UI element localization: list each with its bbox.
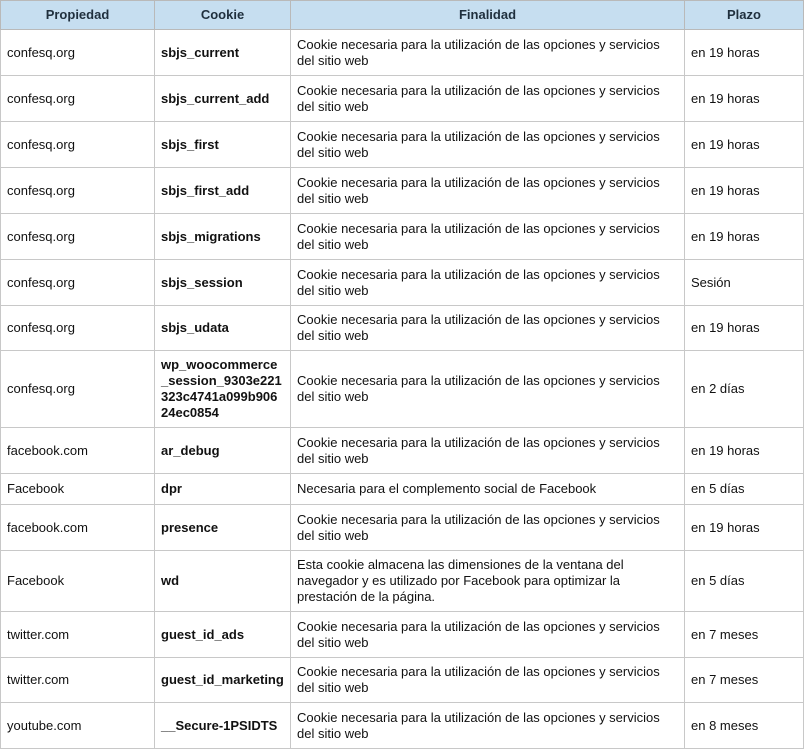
table-row [1, 122, 804, 168]
cell-plazo: en 19 horas [685, 30, 804, 76]
table-row [1, 612, 804, 658]
cell-cookie: sbjs_current [155, 30, 291, 76]
cell-cookie: wp_woocommerce_session_9303e221323c4741a099b90624ec0854 [155, 351, 291, 428]
header-finalidad: Finalidad [291, 1, 685, 30]
cell-plazo: en 5 días [685, 551, 804, 612]
cell-propiedad: confesq.org [1, 214, 155, 260]
table-row [1, 351, 804, 428]
cell-finalidad: Cookie necesaria para la utilización de las opciones y servicios del sitio web [291, 505, 685, 551]
table-header-row [1, 1, 804, 30]
cell-cookie: guest_id_ads [155, 612, 291, 658]
cell-propiedad: facebook.com [1, 505, 155, 551]
table-row [1, 428, 804, 474]
cell-plazo: en 8 meses [685, 703, 804, 749]
cell-finalidad: Cookie necesaria para la utilización de las opciones y servicios del sitio web [291, 428, 685, 474]
header-cookie: Cookie [155, 1, 291, 30]
cell-propiedad: confesq.org [1, 30, 155, 76]
cell-cookie: sbjs_first_add [155, 168, 291, 214]
cell-finalidad: Cookie necesaria para la utilización de las opciones y servicios del sitio web [291, 351, 685, 428]
cell-finalidad: Cookie necesaria para la utilización de las opciones y servicios del sitio web [291, 703, 685, 749]
cell-cookie: sbjs_first [155, 122, 291, 168]
cell-finalidad: Cookie necesaria para la utilización de las opciones y servicios del sitio web [291, 260, 685, 306]
cell-finalidad: Necesaria para el complemento social de Facebook [291, 474, 685, 505]
cell-propiedad: facebook.com [1, 428, 155, 474]
cell-finalidad: Cookie necesaria para la utilización de las opciones y servicios del sitio web [291, 306, 685, 351]
cell-propiedad: confesq.org [1, 260, 155, 306]
cell-propiedad: Facebook [1, 551, 155, 612]
cell-plazo: en 5 días [685, 474, 804, 505]
table-row [1, 505, 804, 551]
cell-cookie: ar_debug [155, 428, 291, 474]
cell-plazo: en 7 meses [685, 658, 804, 703]
table-row [1, 306, 804, 351]
cell-propiedad: youtube.com [1, 703, 155, 749]
table-row [1, 551, 804, 612]
cell-plazo: Sesión [685, 260, 804, 306]
cell-finalidad: Cookie necesaria para la utilización de las opciones y servicios del sitio web [291, 122, 685, 168]
table-row [1, 658, 804, 703]
cell-propiedad: confesq.org [1, 122, 155, 168]
cell-propiedad: confesq.org [1, 351, 155, 428]
cell-finalidad: Cookie necesaria para la utilización de las opciones y servicios del sitio web [291, 168, 685, 214]
cell-plazo: en 7 meses [685, 612, 804, 658]
cell-cookie: sbjs_session [155, 260, 291, 306]
cell-finalidad: Cookie necesaria para la utilización de las opciones y servicios del sitio web [291, 612, 685, 658]
cell-propiedad: confesq.org [1, 76, 155, 122]
table-row [1, 30, 804, 76]
table-row [1, 260, 804, 306]
cell-finalidad: Cookie necesaria para la utilización de las opciones y servicios del sitio web [291, 658, 685, 703]
cell-propiedad: confesq.org [1, 306, 155, 351]
cell-plazo: en 19 horas [685, 76, 804, 122]
cell-cookie: sbjs_current_add [155, 76, 291, 122]
cell-propiedad: Facebook [1, 474, 155, 505]
cell-cookie: __Secure-1PSIDTS [155, 703, 291, 749]
cell-cookie: sbjs_migrations [155, 214, 291, 260]
table-row [1, 76, 804, 122]
cell-cookie: sbjs_udata [155, 306, 291, 351]
header-propiedad: Propiedad [1, 1, 155, 30]
cell-plazo: en 19 horas [685, 505, 804, 551]
cell-cookie: wd [155, 551, 291, 612]
cell-finalidad: Esta cookie almacena las dimensiones de la ventana del navegador y es utilizado por Facebook para optimizar la prestación de la página. [291, 551, 685, 612]
cell-propiedad: confesq.org [1, 168, 155, 214]
table-row [1, 168, 804, 214]
cell-cookie: dpr [155, 474, 291, 505]
table-row [1, 703, 804, 749]
cell-finalidad: Cookie necesaria para la utilización de las opciones y servicios del sitio web [291, 76, 685, 122]
table-row [1, 474, 804, 505]
cell-cookie: presence [155, 505, 291, 551]
cell-plazo: en 19 horas [685, 428, 804, 474]
header-plazo: Plazo [685, 1, 804, 30]
cell-cookie: guest_id_marketing [155, 658, 291, 703]
cell-plazo: en 19 horas [685, 168, 804, 214]
cell-propiedad: twitter.com [1, 612, 155, 658]
cell-plazo: en 19 horas [685, 214, 804, 260]
table-row [1, 214, 804, 260]
cell-plazo: en 2 días [685, 351, 804, 428]
cell-plazo: en 19 horas [685, 306, 804, 351]
cell-plazo: en 19 horas [685, 122, 804, 168]
cell-finalidad: Cookie necesaria para la utilización de las opciones y servicios del sitio web [291, 214, 685, 260]
cell-finalidad: Cookie necesaria para la utilización de las opciones y servicios del sitio web [291, 30, 685, 76]
cell-propiedad: twitter.com [1, 658, 155, 703]
